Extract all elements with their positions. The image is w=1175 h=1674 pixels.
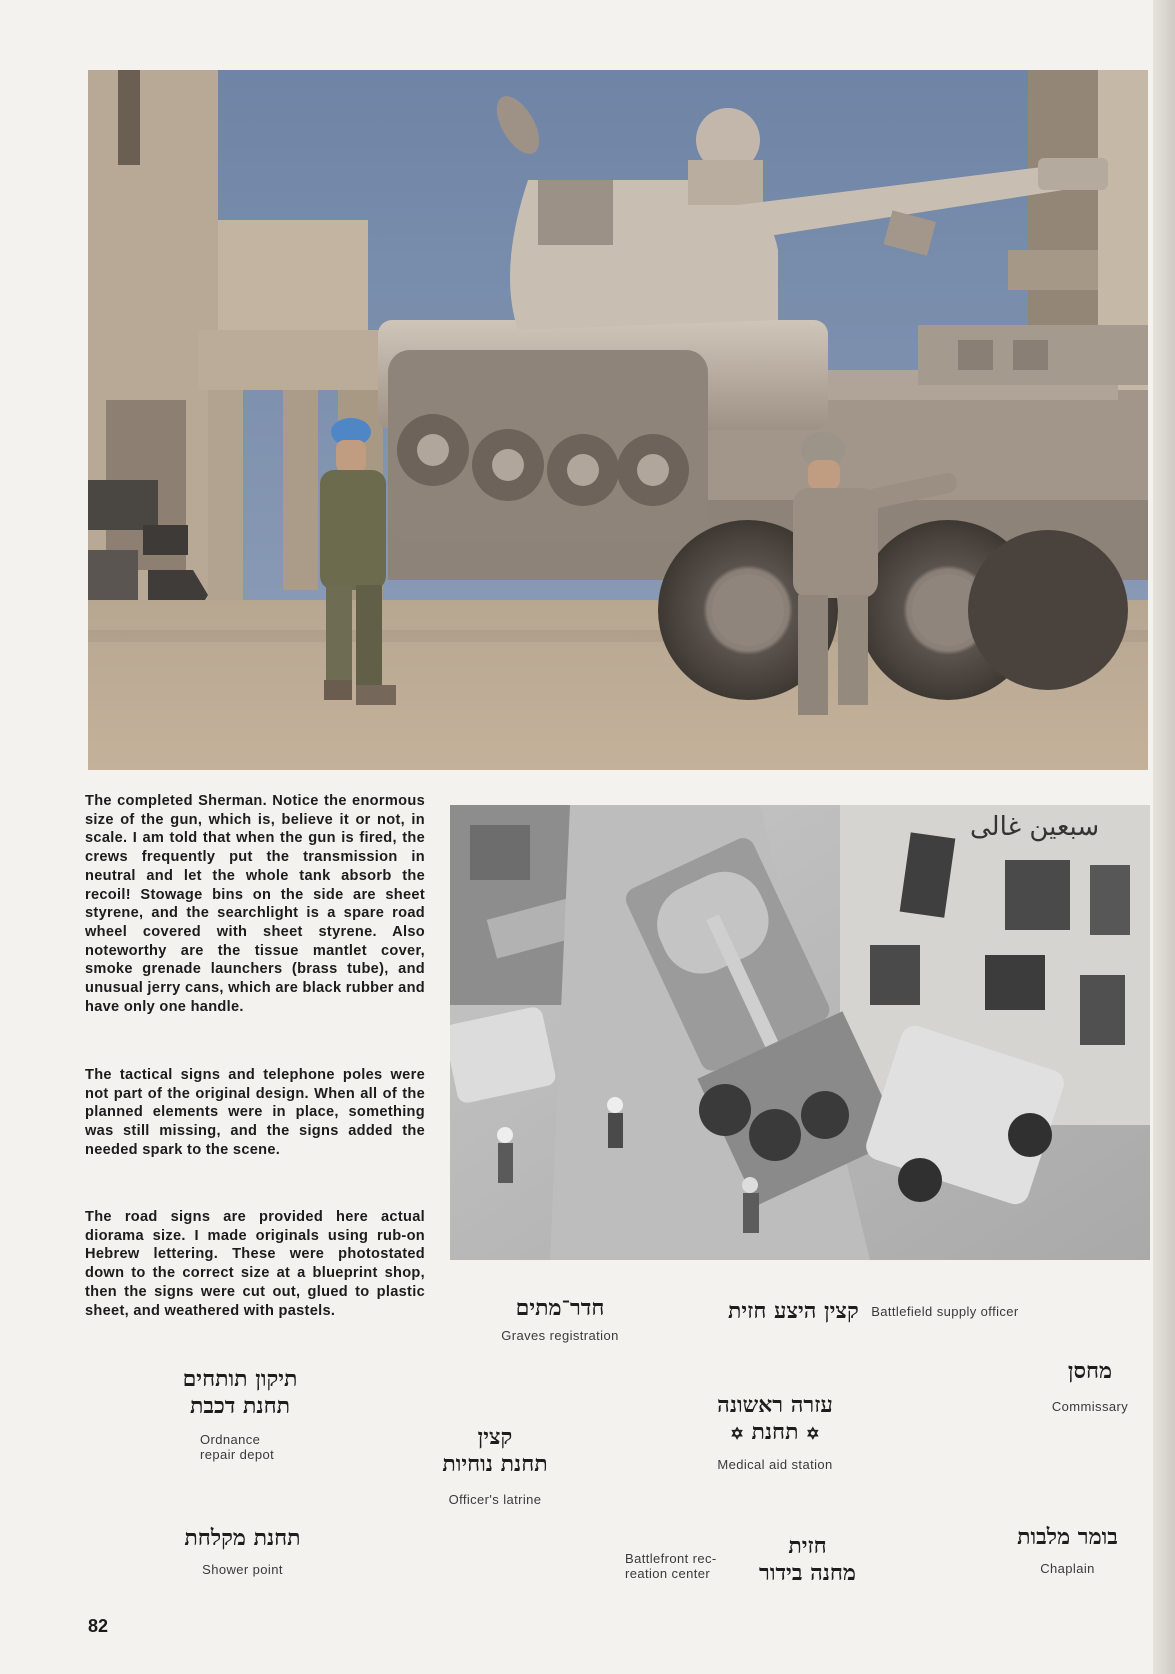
sign-english-label: Commissary — [1051, 1399, 1129, 1414]
sign-english-label: Medical aid station — [717, 1457, 833, 1472]
sign-english-block — [625, 1551, 717, 1581]
sign-medical-aid — [680, 1392, 870, 1472]
svg-text:سبعين غالى: سبعين غالى — [970, 812, 1100, 842]
page-edge-shadow — [1153, 0, 1175, 1674]
sign-hebrew-text: מחסן — [1067, 1358, 1113, 1384]
sign-english-label: reation center — [625, 1566, 711, 1581]
sherman-diorama-photo — [88, 70, 1148, 770]
sign-hebrew-text: בומר מלבות — [1017, 1524, 1118, 1550]
sign-battlefield-supply — [728, 1298, 1088, 1325]
sign-english-label: Battlefield supply officer — [871, 1304, 1019, 1319]
sign-hebrew-text: תחנת נוחיות — [442, 1451, 548, 1477]
sign-officers-latrine — [400, 1424, 590, 1507]
sign-english-label: Chaplain — [1040, 1561, 1095, 1576]
star-of-david-icon: ✡ — [730, 1424, 744, 1443]
caption-tactical-signs: The tactical signs and telephone poles were not part of the original design. When all of the planned elements were in place, something was still missing, and the signs added the needed spark to the scene. — [85, 1067, 425, 1158]
sign-hebrew-text: תיקון תותחים — [182, 1366, 298, 1392]
sign-hebrew-text: עזרה ראשונה — [717, 1392, 833, 1418]
sign-english-label: Ordnance — [200, 1432, 261, 1447]
sign-chaplain — [995, 1524, 1140, 1576]
sign-hebrew-text: קצין היצע חזית — [728, 1298, 859, 1324]
sign-hebrew-text: קצין — [477, 1424, 513, 1450]
sign-ordnance-repair — [150, 1366, 330, 1462]
sign-commissary — [1035, 1358, 1145, 1414]
sign-english-label: Battlefront rec- — [625, 1551, 717, 1566]
sign-hebrew-text: תחנת דכבת — [189, 1393, 291, 1419]
sign-hebrew-text: מחנה בידור — [759, 1560, 856, 1586]
caption-road-signs: The road signs are provided here actual diorama size. I made originals using rub-on Hebrew lettering. These were photostated down to the correct size at a blueprint shop, then the signs were cut out, glued to plastic sheet, and weathered with pastels. — [85, 1209, 425, 1319]
sign-hebrew-text: חזית — [788, 1533, 827, 1559]
sign-english-label: Officer's latrine — [448, 1492, 542, 1507]
sign-english-label: repair depot — [200, 1447, 275, 1462]
sign-english-label: Graves registration — [501, 1328, 619, 1343]
sign-english-label: Shower point — [202, 1562, 283, 1577]
sign-hebrew-text: תחנת מקלחת — [184, 1525, 301, 1551]
page-number: 82 — [88, 1616, 109, 1636]
star-of-david-icon: ✡ — [806, 1424, 820, 1443]
sign-hebrew-line-2: ✡ תחנת ✡ — [730, 1419, 820, 1445]
sign-hebrew-text: חדר־מתים — [515, 1295, 605, 1321]
diorama-overhead-photo — [450, 805, 1150, 1260]
sign-graves-registration — [470, 1295, 650, 1343]
caption-sherman: The completed Sherman. Notice the enormous size of the gun, which is, believe it or not, in scale. I am told that when the gun is fired, the crews frequently put the transmission in neutral and let the whole tank absorb the recoil! Stowage bins on the side are sheet styrene, and the searchlight is a spare road wheel covered with sheet styrene. Also noteworthy are the tissue mantlet cover, smoke grenade launchers (brass tube), and unusual jerry cans, which are black rubber and have only one handle. — [85, 793, 425, 1015]
sign-shower-point — [160, 1525, 325, 1577]
sign-hebrew-block — [740, 1533, 875, 1587]
